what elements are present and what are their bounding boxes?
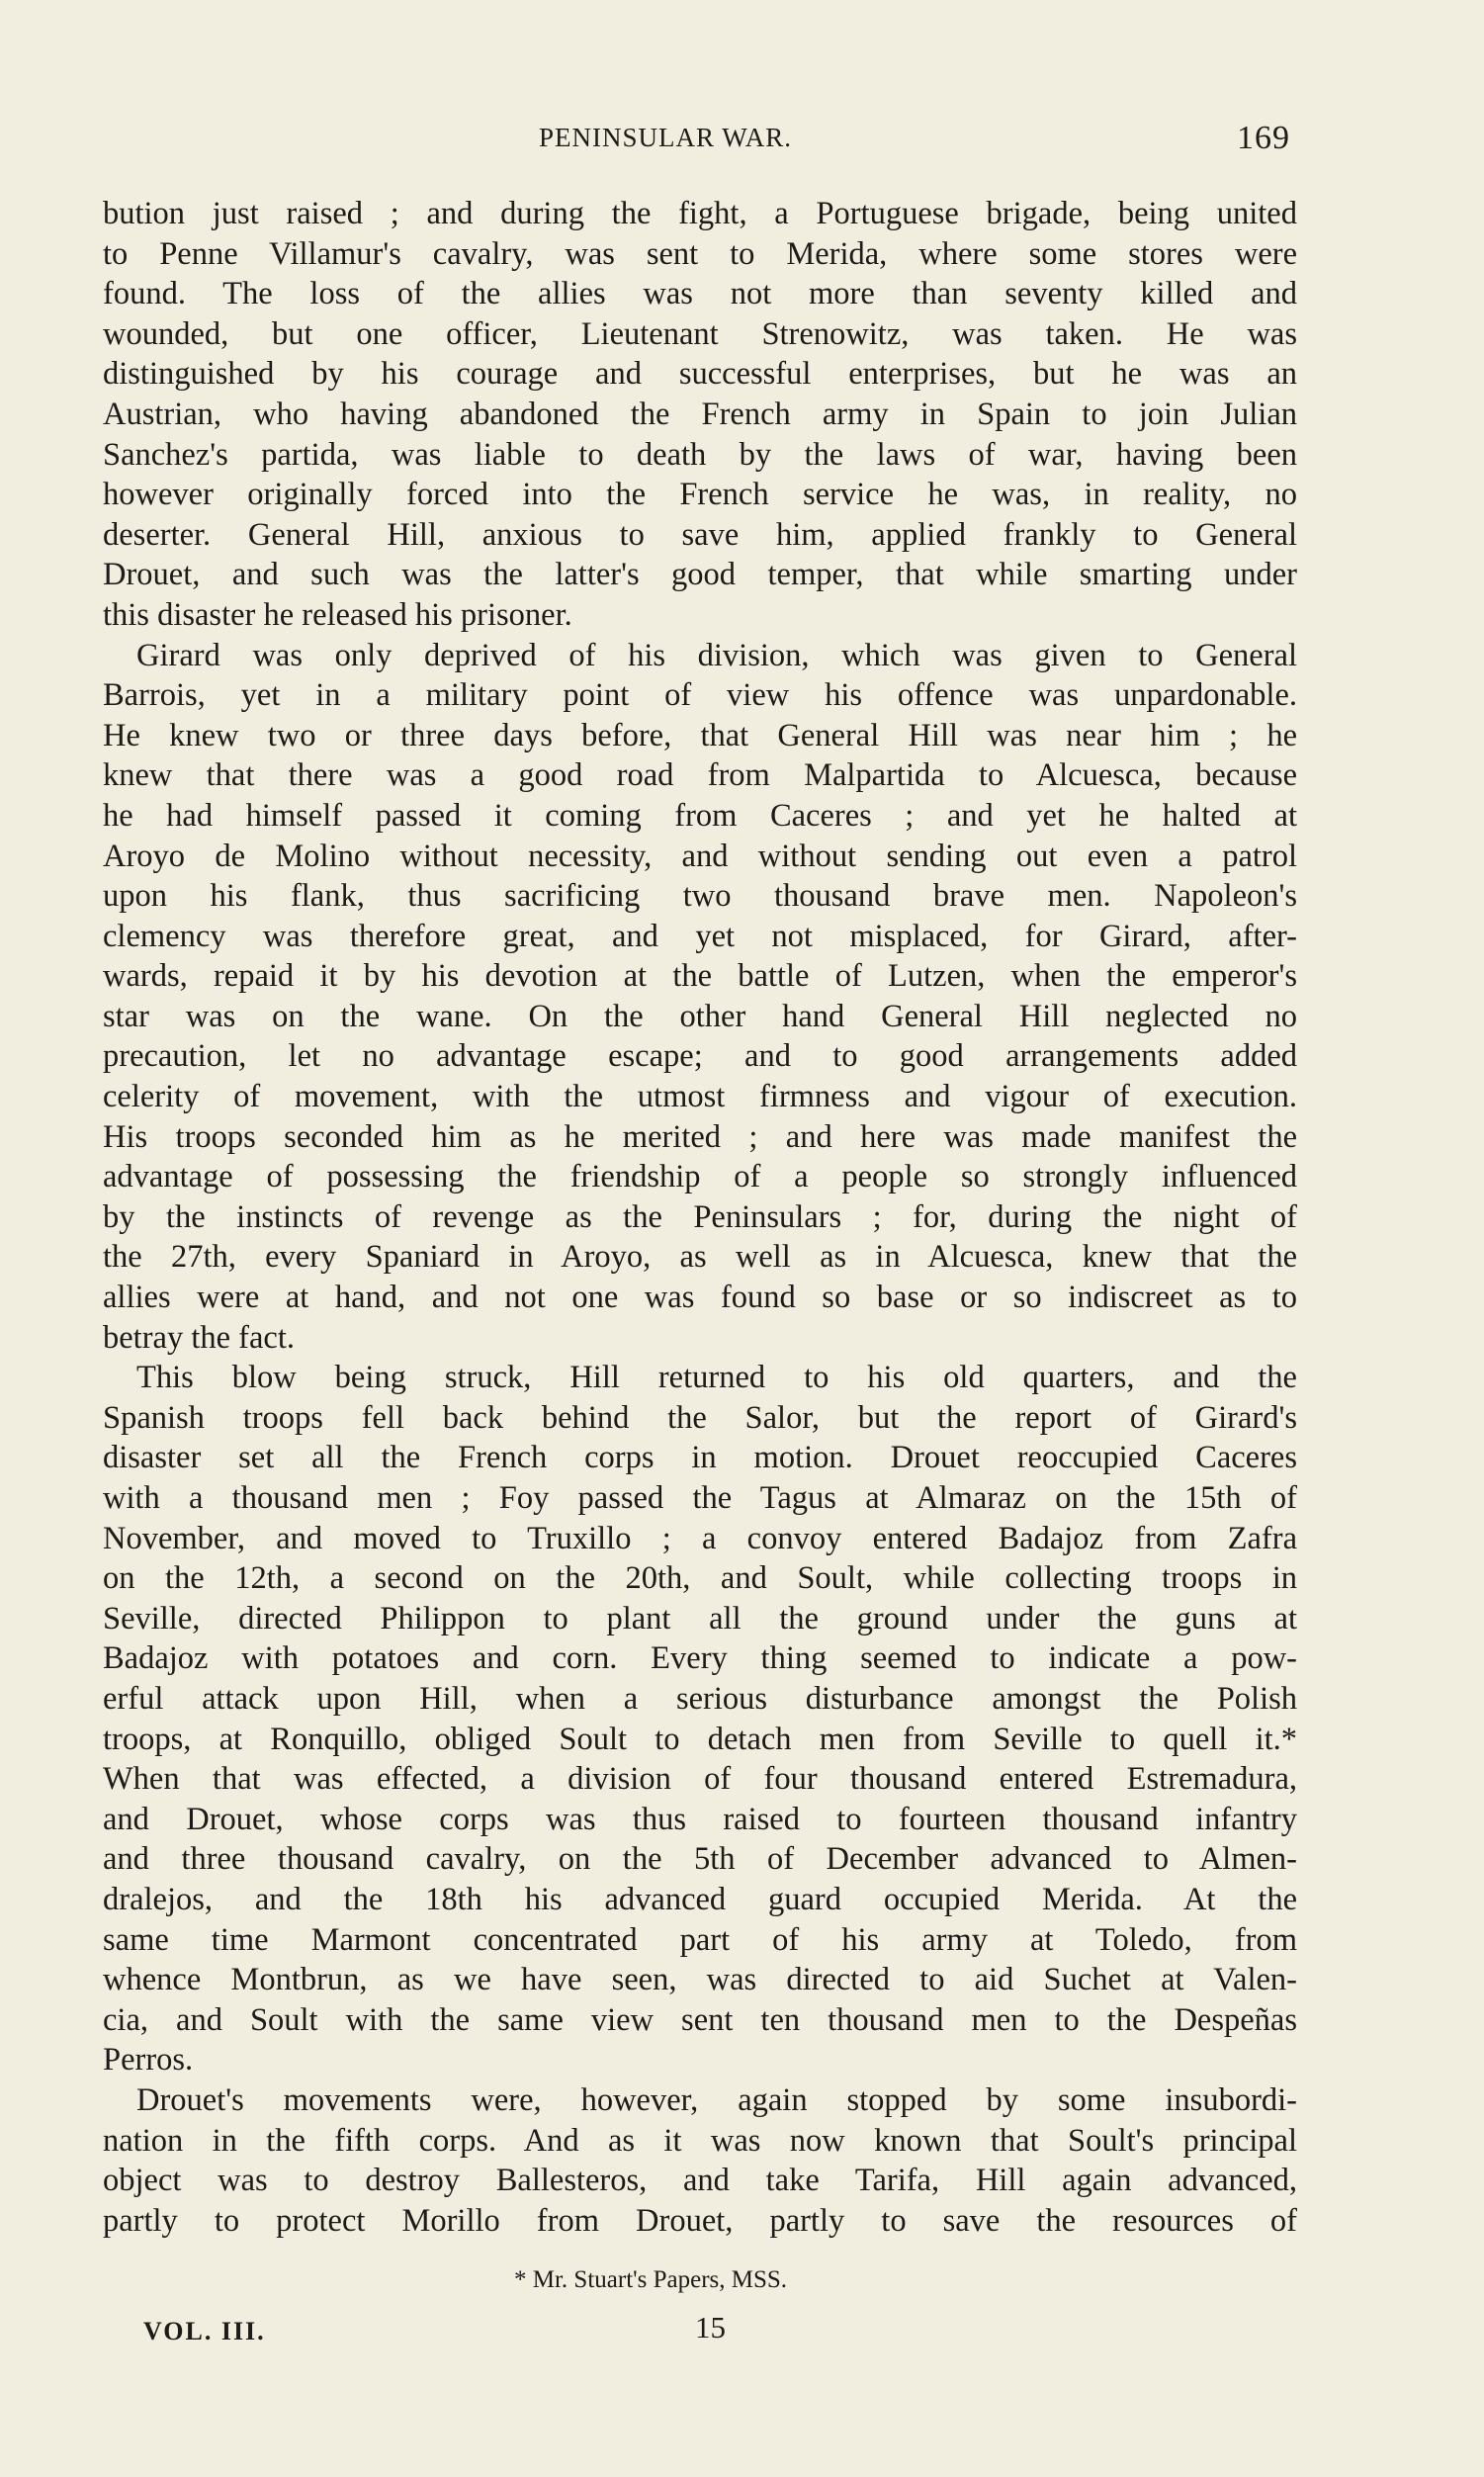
text-line: by the instincts of revenge as the Peninsulars ; for, during the night of bbox=[103, 1198, 1297, 1235]
text-line: object was to destroy Ballesteros, and take Tarifa, Hill again advanced, bbox=[103, 2163, 1297, 2199]
text-line: same time Marmont concentrated part of his army at Toledo, from bbox=[103, 1921, 1297, 1958]
text-line: on the 12th, a second on the 20th, and Soult, while collecting troops in bbox=[103, 1560, 1297, 1597]
text-line: Girard was only deprived of his division, which was given to General bbox=[136, 637, 1297, 673]
text-line: He knew two or three days before, that General Hill was near him ; he bbox=[103, 717, 1297, 753]
text-line: Austrian, who having abandoned the French army in Spain to join Julian bbox=[103, 396, 1297, 432]
text-line: When that was effected, a division of four thousand entered Estremadura, bbox=[103, 1761, 1297, 1798]
paragraph-end-line: this disaster he released his prisoner. bbox=[103, 596, 572, 633]
text-line: Spanish troops fell back behind the Salor, but the report of Girard's bbox=[103, 1399, 1297, 1436]
text-line: November, and moved to Truxillo ; a convoy entered Badajoz from Zafra bbox=[103, 1520, 1297, 1556]
paragraph-end-line: betray the fact. bbox=[103, 1319, 295, 1356]
text-line: Badajoz with potatoes and corn. Every thing seemed to indicate a pow- bbox=[103, 1640, 1297, 1677]
text-line: Barrois, yet in a military point of view his offence was unpardonable. bbox=[103, 677, 1297, 714]
text-line: bution just raised ; and during the fight, a Portuguese brigade, being united bbox=[103, 196, 1297, 231]
text-line: wards, repaid it by his devotion at the battle of Lutzen, when the emperor's bbox=[103, 958, 1297, 995]
text-line: star was on the wane. On the other hand General Hill neglected no bbox=[103, 998, 1297, 1034]
volume-label: VOL. III. bbox=[143, 2317, 266, 2345]
text-line: whence Montbrun, as we have seen, was directed to aid Suchet at Valen- bbox=[103, 1962, 1297, 1998]
text-line: distinguished by his courage and successful enterprises, but he was an bbox=[103, 356, 1297, 393]
text-line: His troops seconded him as he merited ; and here was made manifest the bbox=[103, 1118, 1297, 1155]
text-line: celerity of movement, with the utmost firmness and vigour of execution. bbox=[103, 1079, 1297, 1115]
text-line: Seville, directed Philippon to plant all the ground under the guns at bbox=[103, 1600, 1297, 1637]
signature-mark: 15 bbox=[695, 2310, 726, 2344]
text-line: dralejos, and the 18th his advanced guard occupied Merida. At the bbox=[103, 1881, 1297, 1917]
text-line: and Drouet, whose corps was thus raised to fourteen thousand infantry bbox=[103, 1801, 1297, 1837]
text-line: Drouet, and such was the latter's good temper, that while smarting under bbox=[103, 557, 1297, 593]
text-line: upon his flank, thus sacrificing two thousand brave men. Napoleon's bbox=[103, 878, 1297, 915]
text-line: and three thousand cavalry, on the 5th of December advanced to Almen- bbox=[103, 1841, 1297, 1878]
footnote: * Mr. Stuart's Papers, MSS. bbox=[514, 2266, 788, 2293]
running-head-title: PENINSULAR WAR. bbox=[539, 123, 793, 152]
text-line: troops, at Ronquillo, obliged Soult to detach men from Seville to quell it.* bbox=[103, 1721, 1297, 1757]
text-line: advantage of possessing the friendship of a people so strongly influenced bbox=[103, 1159, 1297, 1195]
text-line: knew that there was a good road from Malpartida to Alcuesca, because bbox=[103, 757, 1297, 794]
text-line: erful attack upon Hill, when a serious disturbance amongst the Polish bbox=[103, 1680, 1297, 1717]
text-line: This blow being struck, Hill returned to his old quarters, and the bbox=[136, 1360, 1297, 1396]
text-line: clemency was therefore great, and yet not misplaced, for Girard, after- bbox=[103, 918, 1297, 954]
text-line: with a thousand men ; Foy passed the Tagus at Almaraz on the 15th of bbox=[103, 1480, 1297, 1516]
text-line: disaster set all the French corps in motion. Drouet reoccupied Caceres bbox=[103, 1440, 1297, 1476]
text-line: Drouet's movements were, however, again stopped by some insubordi- bbox=[136, 2081, 1297, 2118]
text-line: cia, and Soult with the same view sent ten thousand men to the Despeñas bbox=[103, 2001, 1297, 2038]
text-line: deserter. General Hill, anxious to save him, applied frankly to General bbox=[103, 516, 1297, 553]
text-line: found. The loss of the allies was not more than seventy killed and bbox=[103, 276, 1297, 312]
text-line: wounded, but one officer, Lieutenant Strenowitz, was taken. He was bbox=[103, 315, 1297, 352]
text-line: Aroyo de Molino without necessity, and without sending out even a patrol bbox=[103, 838, 1297, 874]
text-line: nation in the fifth corps. And as it was now known that Soult's principal bbox=[103, 2122, 1297, 2159]
text-line: he had himself passed it coming from Caceres ; and yet he halted at bbox=[103, 797, 1297, 834]
text-line: partly to protect Morillo from Drouet, partly to save the resources of bbox=[103, 2202, 1297, 2239]
text-line: Sanchez's partida, was liable to death by the laws of war, having been bbox=[103, 436, 1297, 473]
page-number: 169 bbox=[1237, 120, 1290, 156]
text-line: precaution, let no advantage escape; and to good arrangements added bbox=[103, 1038, 1297, 1075]
text-line: allies were at hand, and not one was found so base or so indiscreet as to bbox=[103, 1280, 1297, 1316]
text-line: the 27th, every Spaniard in Aroyo, as well as in Alcuesca, knew that the bbox=[103, 1239, 1297, 1276]
paragraph-end-line: Perros. bbox=[103, 2042, 194, 2079]
text-line: to Penne Villamur's cavalry, was sent to Merida, where some stores were bbox=[103, 235, 1297, 272]
text-line: however originally forced into the French service he was, in reality, no bbox=[103, 477, 1297, 513]
body-text bbox=[103, 194, 1297, 2241]
